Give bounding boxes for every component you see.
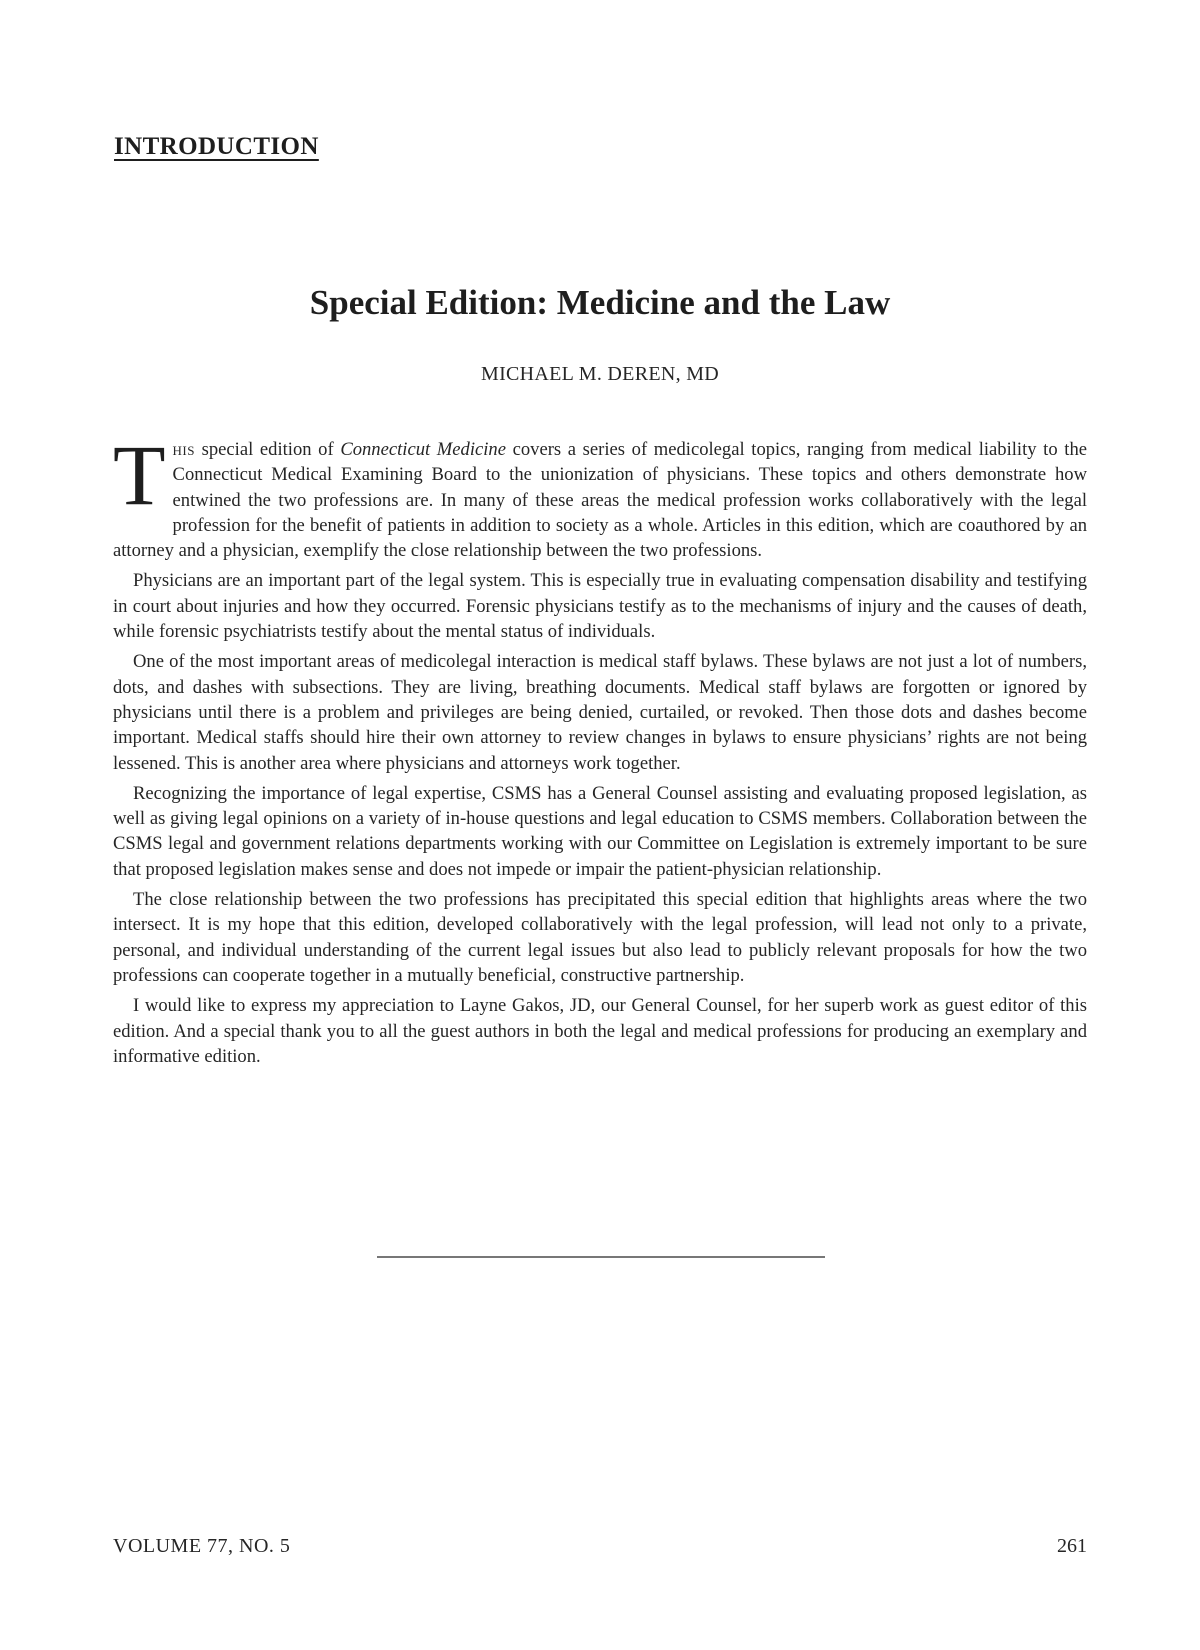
page-number: 261 [1057, 1535, 1087, 1557]
paragraph-1-text-a: special edition of [195, 439, 341, 460]
paragraph-1-text-b: covers a series of medicolegal topics, ranging from medical liability to the Connecticut Medical Examining Board to the unionization of physicians. These topics and others demonstrate how entwined the two professions are. In many of these areas the medical profession works collaboratively with the legal profession for the benefit of patients in addition to society as a whole. Articles in this edition, which are coauthored by an attorney and a physician, exemplify the close relationship between the two professions. [113, 439, 1087, 562]
paragraph-2: Physicians are an important part of the legal system. This is especially true in evaluating compensation disability and testifying in court about injuries and how they occurred. Forensic physicians testify as to the mechanisms of injury and the causes of death, while forensic psychiatrists testify about the mental status of individuals. [113, 570, 1087, 643]
article-title: Special Edition: Medicine and the Law [309, 283, 891, 322]
section-heading: INTRODUCTION [114, 133, 319, 160]
volume-label: VOLUME 77, NO. 5 [113, 1535, 291, 1557]
drop-cap: T [113, 427, 166, 523]
paragraph-4: Recognizing the importance of legal expertise, CSMS has a General Counsel assisting and evaluating proposed legislation, as well as giving legal opinions on a variety of in-house questions and legal education to CSMS members. Collaboration between the CSMS legal and government relations departments working with our Committee on Legislation is extremely important to be sure that proposed legislation makes sense and does not impede or impair the patient-physician relationship. [113, 782, 1087, 880]
paragraph-1 [113, 427, 1087, 563]
small-caps-lead: his [172, 439, 195, 460]
paragraph-3: One of the most important areas of medicolegal interaction is medical staff bylaws. These bylaws are not just a lot of numbers, dots, and dashes with subsections. They are living, breathing documents. Medical staff bylaws are forgotten or ignored by physicians until there is a problem and privileges are being denied, curtailed, or revoked. Then those dots and dashes become important. Medical staffs should hire their own attorney to review changes in bylaws to ensure physicians’ rights are not being lessened. This is another area where physicians and attorneys work together. [113, 651, 1087, 774]
author-byline: MICHAEL M. DEREN, MD [480, 363, 720, 385]
end-divider [377, 1256, 825, 1258]
journal-name: Connecticut Medicine [340, 439, 506, 460]
paragraph-6: I would like to express my appreciation to Layne Gakos, JD, our General Counsel, for her superb work as guest editor of this edition. And a special thank you to all the guest authors in both the legal and medical professions for producing an exemplary and informative edition. [113, 995, 1087, 1067]
paragraph-5: The close relationship between the two professions has precipitated this special edition that highlights areas where the two intersect. It is my hope that this edition, developed collaboratively with the legal profession, will lead not only to a private, personal, and individual understanding of the current legal issues but also lead to publicly relevant proposals for how the two professions can cooperate together in a mutually beneficial, constructive partnership. [113, 889, 1087, 986]
article-body [113, 427, 1087, 1074]
